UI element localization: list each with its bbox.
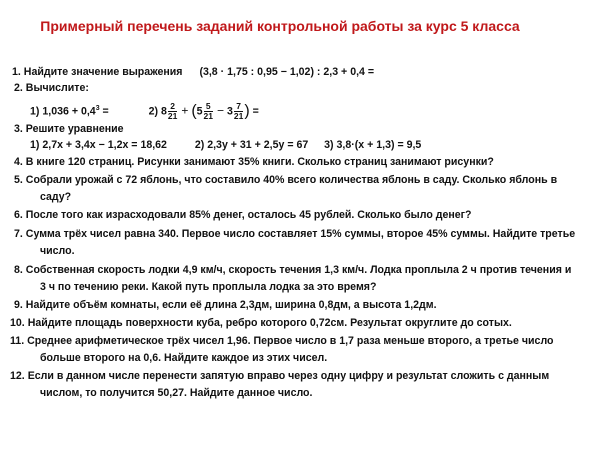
task-expression: (3,8 · 1,75 : 0,95 − 1,02) : 2,3 + 0,4 = xyxy=(199,66,375,78)
task-text-line-2: 3 ч по течению реки. Какой путь проплыла лодка за это время? xyxy=(40,281,377,293)
task-text-line-1: Сумма трёх чисел равна 340. Первое число составляет 15% суммы, второе 45% суммы. Найдите третье xyxy=(25,228,576,240)
task-6 xyxy=(14,209,472,222)
task-number: 3. xyxy=(14,123,23,135)
task-2 xyxy=(14,82,89,95)
equals-sign: = xyxy=(252,105,259,118)
fraction: $\frac{2}{21}$ xyxy=(167,101,178,122)
part-1-expression: 1,036 + 0,4 xyxy=(42,105,96,118)
task-text: Найдите площадь поверхности куба, ребро которого 0,72см. Результат округлите до сотых. xyxy=(27,317,512,329)
part-label: 2) xyxy=(148,105,159,118)
task-11 xyxy=(10,335,554,348)
task-number: 7. xyxy=(14,228,23,240)
task-number: 8. xyxy=(14,264,23,276)
task-7 xyxy=(14,228,575,241)
task-number: 5. xyxy=(14,174,23,186)
minus-sign: − xyxy=(216,103,224,118)
mixed-whole: 5 xyxy=(196,105,203,118)
task-text-line-2: больше второго на 0,6. Найдите каждое из этих чисел. xyxy=(40,352,328,364)
task-text: В книге 120 страниц. Рисунки занимают 35% книги. Сколько страниц занимают рисунки? xyxy=(25,156,494,168)
equation-1: 1) 2,7х + 3,4х − 1,2х = 18,62 xyxy=(30,139,167,151)
task-text: Найдите значение выражения xyxy=(23,66,183,78)
page-title: Примерный перечень заданий контрольной работы за курс 5 класса xyxy=(40,18,520,34)
task-5-cont xyxy=(40,191,71,204)
task-3-equations xyxy=(30,139,421,152)
task-number: 9. xyxy=(14,299,23,311)
task-text: Вычислите: xyxy=(25,82,89,94)
mixed-whole: 8 xyxy=(161,105,167,118)
mixed-whole: 3 xyxy=(226,105,233,118)
task-2-parts xyxy=(30,99,259,122)
task-11-cont xyxy=(40,352,327,365)
task-8 xyxy=(14,264,571,277)
task-1 xyxy=(12,66,374,79)
task-text-line-1: Если в данном числе перенести запятую вправо через одну цифру и результат сложить с данным xyxy=(27,370,550,382)
task-4 xyxy=(14,156,494,169)
task-text-line-1: Среднее арифметическое трёх чисел 1,96. Первое число в 1,7 раза меньше второго, а третье число xyxy=(27,335,554,347)
task-text: Найдите объём комнаты, если её длина 2,3дм, ширина 0,8дм, а высота 1,2дм. xyxy=(25,299,437,311)
task-number: 6. xyxy=(14,209,23,221)
task-8-cont xyxy=(40,281,376,294)
part-label: 1) xyxy=(30,105,40,118)
task-9 xyxy=(14,299,437,312)
task-number: 12. xyxy=(10,370,25,382)
fraction: $\frac{7}{21}$ xyxy=(233,101,244,122)
task-text-line-2: число. xyxy=(40,245,75,257)
fraction: $\frac{5}{21}$ xyxy=(203,101,214,122)
equation-3: 3) 3,8·(х + 1,3) = 9,5 xyxy=(324,139,422,151)
task-text: После того как израсходовали 85% денег, осталось 45 рублей. Сколько было денег? xyxy=(25,209,472,221)
task-7-cont xyxy=(40,245,75,258)
plus-sign: + xyxy=(181,103,189,118)
task-number: 10. xyxy=(10,317,25,329)
task-number: 2. xyxy=(14,82,23,94)
equation-2: 2) 2,3у + 31 + 2,5у = 67 xyxy=(194,139,309,151)
task-text-line-1: Собрали урожай с 72 яблонь, что составило 40% всего количества яблонь в саду. Сколько яблонь в xyxy=(25,174,558,186)
task-number: 11. xyxy=(10,335,25,347)
close-paren: ) xyxy=(244,102,250,120)
task-text-line-2: саду? xyxy=(40,191,72,203)
task-text: Решите уравнение xyxy=(25,123,124,135)
task-10 xyxy=(10,317,512,330)
task-number: 4. xyxy=(14,156,23,168)
task-12 xyxy=(10,370,549,383)
task-12-cont xyxy=(40,387,312,400)
task-3 xyxy=(14,123,124,136)
task-number: 1. xyxy=(12,66,21,78)
task-text-line-2: числом, то получится 50,27. Найдите данное число. xyxy=(40,387,313,399)
task-text-line-1: Собственная скорость лодки 4,9 км/ч, скорость течения 1,3 км/ч. Лодка проплыла 2 ч против течения и xyxy=(25,264,572,276)
equals-sign: = xyxy=(102,105,109,118)
exponent: 3 xyxy=(95,105,100,112)
task-5 xyxy=(14,174,557,187)
open-paren: ( xyxy=(191,102,197,120)
